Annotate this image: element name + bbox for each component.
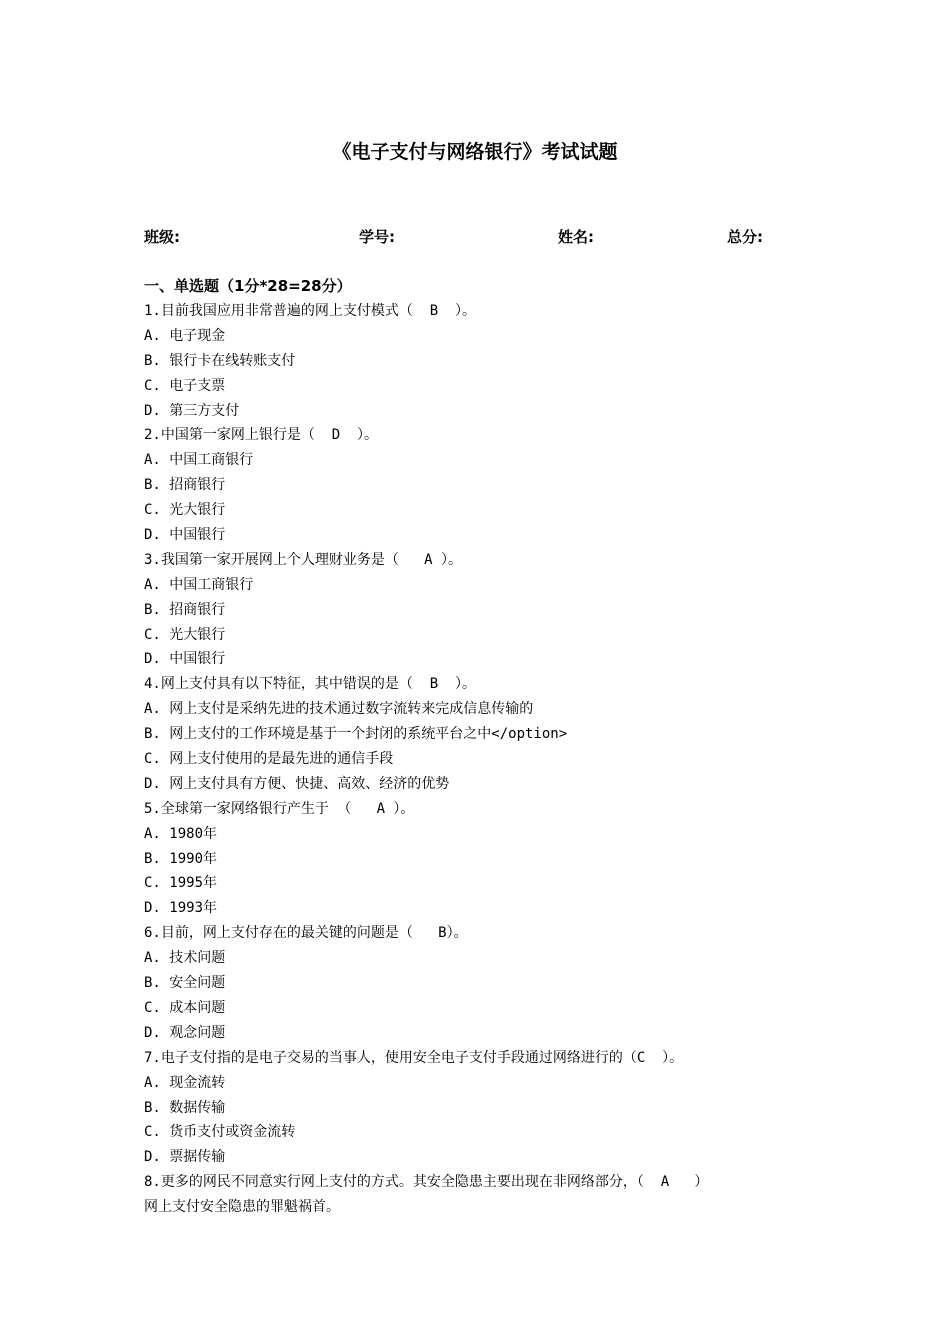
question-stem: 4.网上支付具有以下特征，其中错误的是（ B ）。	[144, 676, 476, 693]
total-score-label: 总分:	[727, 228, 763, 246]
question-option: B. 招商银行	[144, 601, 226, 618]
student-info-row	[0, 226, 950, 250]
question-option: A. 中国工商银行	[144, 576, 254, 593]
question-option: D. 票据传输	[144, 1149, 226, 1166]
question-option: C. 1995年	[144, 875, 218, 892]
question-option: A. 技术问题	[144, 950, 226, 967]
question-stem: 5.全球第一家网络银行产生于 （ A ）。	[144, 800, 415, 817]
question-option: B. 数据传输	[144, 1099, 226, 1116]
question-stem: 3.我国第一家开展网上个人理财业务是（ A ）。	[144, 551, 462, 568]
question-stem: 8.更多的网民不同意实行网上支付的方式。其安全隐患主要出现在非网络部分，（ A ）	[144, 1174, 709, 1191]
question-list	[144, 299, 824, 1220]
question-option: C. 光大银行	[144, 502, 226, 519]
page-title: 《电子支付与网络银行》考试试题	[332, 141, 618, 163]
question-option: C. 货币支付或资金流转	[144, 1124, 296, 1141]
question-option: D. 中国银行	[144, 651, 226, 668]
question-stem: 6.目前，网上支付存在的最关键的问题是（ B）。	[144, 925, 468, 942]
question-stem-continued: 网上支付安全隐患的罪魁祸首。	[144, 1199, 340, 1216]
question-option: C. 成本问题	[144, 999, 226, 1016]
question-option: A. 中国工商银行	[144, 452, 254, 469]
question-option: C. 光大银行	[144, 626, 226, 643]
name-label: 姓名:	[558, 228, 594, 246]
question-option: D. 中国银行	[144, 527, 226, 544]
question-option: A. 1980年	[144, 825, 218, 842]
question-option: A. 现金流转	[144, 1074, 226, 1091]
question-stem: 2.中国第一家网上银行是（ D ）。	[144, 427, 379, 444]
question-option: B. 网上支付的工作环境是基于一个封闭的系统平台之中</option>	[144, 726, 568, 743]
class-label: 班级:	[144, 228, 180, 246]
question-option: B. 银行卡在线转账支付	[144, 352, 296, 369]
question-option: B. 招商银行	[144, 477, 226, 494]
question-option: D. 1993年	[144, 900, 218, 917]
question-option: A. 电子现金	[144, 327, 226, 344]
question-option: C. 电子支票	[144, 377, 226, 394]
question-option: D. 第三方支付	[144, 402, 240, 419]
question-option: C. 网上支付使用的是最先进的通信手段	[144, 751, 394, 768]
section-heading: 一、单选题（1分*28=28分）	[144, 277, 352, 295]
question-option: D. 网上支付具有方便、快捷、高效、经济的优势	[144, 775, 450, 792]
question-option: B. 安全问题	[144, 975, 226, 992]
student-id-label: 学号:	[359, 228, 395, 246]
question-option: A. 网上支付是采纳先进的技术通过数字流转来完成信息传输的	[144, 701, 534, 718]
question-option: B. 1990年	[144, 850, 218, 867]
question-option: D. 观念问题	[144, 1024, 226, 1041]
question-stem: 7.电子支付指的是电子交易的当事人，使用安全电子支付手段通过网络进行的（C ）。	[144, 1049, 684, 1066]
question-stem: 1.目前我国应用非常普遍的网上支付模式（ B ）。	[144, 303, 476, 319]
